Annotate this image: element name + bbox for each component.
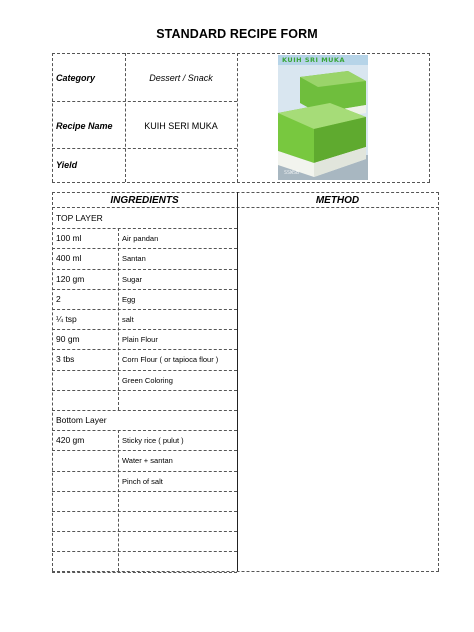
ingredient-quantity: 2: [56, 293, 61, 304]
ingredients-header: INGREDIENTS: [110, 195, 179, 206]
row-divider: [52, 511, 237, 512]
row-divider: [52, 572, 237, 573]
ingredient-quantity: 420 gm: [56, 435, 85, 446]
recipe-photo: [278, 55, 368, 180]
row-divider: [52, 471, 237, 472]
recipe-name-label: Recipe Name: [56, 121, 113, 131]
table-col-divider: [237, 192, 238, 571]
info-divider-2: [52, 148, 237, 149]
row-divider: [52, 531, 237, 532]
ingredient-quantity: 3 tbs: [56, 354, 75, 365]
category-label: Category: [56, 73, 96, 83]
table-border-right: [438, 192, 439, 571]
category-value: Dessert / Snack: [149, 73, 213, 83]
info-border-top: [52, 53, 430, 54]
qty-col-divider-top: [118, 228, 119, 410]
table-border-top: [52, 192, 439, 193]
row-divider: [52, 228, 237, 229]
kuih-seri-muka-image: [278, 55, 368, 180]
info-border-right: [429, 53, 430, 182]
recipe-name-value: KUIH SERI MUKA: [144, 121, 218, 131]
row-divider: [52, 370, 237, 371]
ingredient-item: Sticky rice ( pulut ): [122, 436, 184, 446]
ingredient-quantity: 400 ml: [56, 253, 82, 264]
ingredient-quantity: 100 ml: [56, 233, 82, 244]
row-divider: [52, 390, 237, 391]
ingredient-item: Sugar: [122, 274, 143, 284]
info-photo-divider: [237, 53, 238, 182]
info-border-bottom: [52, 182, 430, 183]
row-divider: [52, 309, 237, 310]
ingredient-item: salt: [122, 315, 134, 324]
row-divider: [52, 551, 237, 552]
info-border-left: [52, 53, 53, 182]
row-divider: [52, 289, 237, 290]
ingredient-quantity: 120 gm: [56, 273, 85, 284]
ingredient-item: Plain Flour: [122, 335, 158, 345]
ingredient-quantity: Bottom Layer: [56, 415, 107, 425]
ingredient-item: Corn Flour ( or tapioca flour ): [122, 355, 219, 365]
ingredient-quantity: TOP LAYER: [56, 213, 103, 223]
ingredient-item: Green Coloring: [122, 375, 173, 385]
row-divider: [52, 329, 237, 330]
row-divider: [52, 430, 237, 431]
photo-watermark: SSWSB: [284, 170, 300, 176]
table-header-bottom: [52, 207, 439, 208]
ingredient-item: Egg: [122, 294, 136, 304]
ingredient-item: Water + santan: [122, 456, 173, 466]
ingredient-item: Pinch of salt: [122, 476, 163, 486]
yield-label: Yield: [56, 160, 78, 170]
photo-caption: KUIH SRI MUKA: [282, 56, 346, 64]
row-divider: [52, 491, 237, 492]
row-divider: [52, 450, 237, 451]
ingredient-quantity: ¼ tsp: [56, 314, 77, 324]
ingredient-quantity: 90 gm: [56, 334, 80, 345]
info-divider-1: [52, 101, 237, 102]
ingredient-item: Air pandan: [122, 234, 159, 244]
row-divider: [52, 269, 237, 270]
row-divider: [52, 410, 237, 411]
ingredient-item: Santan: [122, 254, 146, 264]
page-title: STANDARD RECIPE FORM: [156, 27, 318, 41]
method-header: METHOD: [315, 195, 360, 206]
row-divider: [52, 349, 237, 350]
row-divider: [52, 248, 237, 249]
